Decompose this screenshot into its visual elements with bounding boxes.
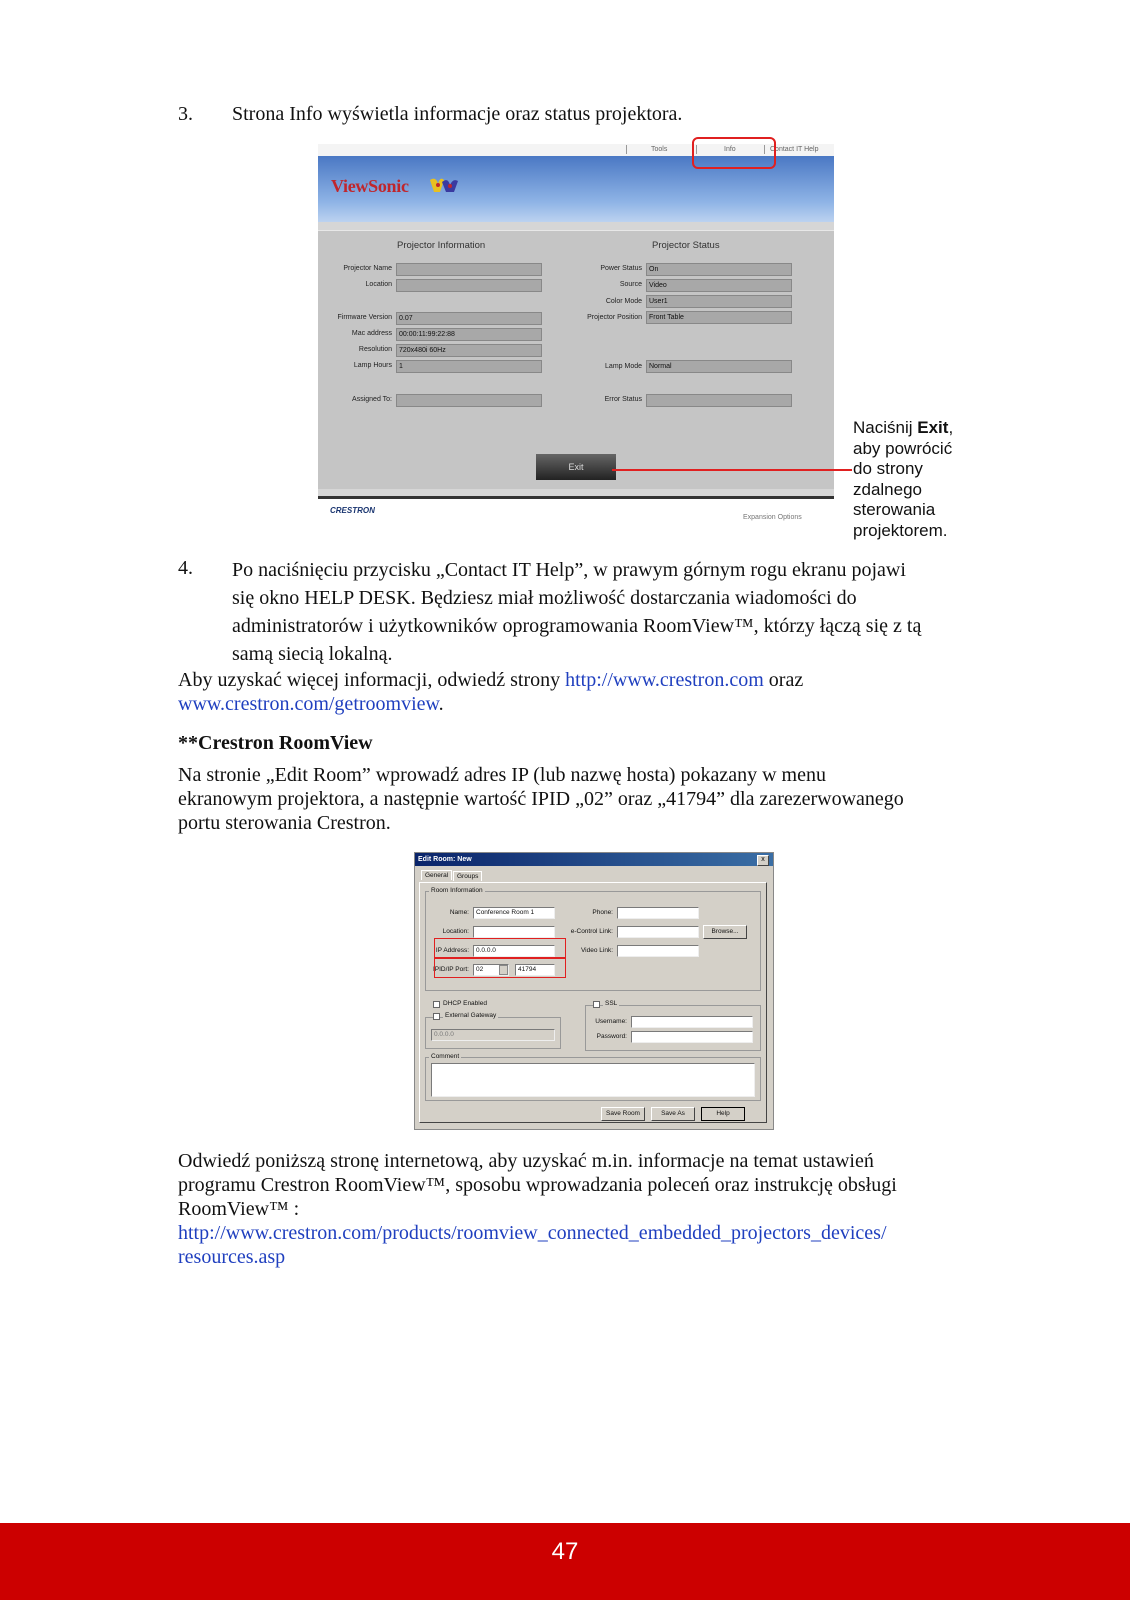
- external-gateway-label: External Gateway: [445, 1012, 497, 1019]
- step-4-number: 4.: [178, 557, 193, 579]
- ssl-checkbox[interactable]: [593, 1001, 600, 1008]
- nav-tools[interactable]: Tools: [651, 146, 668, 153]
- field-error-status: [646, 394, 792, 407]
- label-power-status: Power Status: [600, 265, 642, 272]
- label-source: Source: [619, 281, 642, 288]
- field-color-mode: User1: [646, 295, 792, 308]
- username-input[interactable]: [631, 1016, 753, 1028]
- tab-general[interactable]: General: [421, 870, 452, 880]
- crestron-resources-link[interactable]: http://www.crestron.com/products/roomview_connected_embedded_projectors_devices/: [178, 1222, 887, 1244]
- field-mac-address: 00:00:11:99:22:88: [396, 328, 542, 341]
- video-link-label: Video Link:: [580, 947, 613, 954]
- label-color-mode: Color Mode: [605, 298, 642, 305]
- ssl-label: SSL: [605, 1000, 618, 1007]
- field-projector-position: Front Table: [646, 311, 792, 324]
- help-button[interactable]: Help: [701, 1107, 745, 1121]
- location-label: Location:: [442, 928, 469, 935]
- label-projector-name: Projector Name: [343, 265, 392, 272]
- crestron-logo: CRESTRON: [330, 506, 375, 515]
- getroomview-link[interactable]: www.crestron.com/getroomview: [178, 693, 439, 715]
- step-4-line: Po naciśnięciu przycisku „Contact IT Help”, w prawym górnym rogu ekranu pojawi: [232, 559, 906, 581]
- comment-textarea[interactable]: [431, 1063, 755, 1097]
- dhcp-label: DHCP Enabled: [443, 1000, 487, 1007]
- phone-label: Phone:: [592, 909, 613, 916]
- ipid-select[interactable]: 02: [473, 964, 509, 976]
- label-mac-address: Mac address: [351, 330, 392, 337]
- exit-button[interactable]: Exit: [536, 454, 616, 480]
- field-assigned-to: [396, 394, 542, 407]
- crestron-paragraph: [178, 763, 904, 835]
- label-location: Location: [365, 281, 392, 288]
- callout-line: zdalnego: [853, 479, 923, 499]
- label-projector-position: Projector Position: [587, 314, 642, 321]
- field-source: Video: [646, 279, 792, 292]
- ip-fields-highlight-divider: [434, 957, 566, 959]
- nav-separator: [626, 145, 627, 154]
- label-lamp-mode: Lamp Mode: [605, 363, 642, 370]
- callout-text-1: Naciśnij: [853, 418, 918, 437]
- step-4-line: się okno HELP DESK. Będziesz miał możliwość dostarczania wiadomości do: [232, 587, 857, 609]
- save-as-button[interactable]: Save As: [651, 1107, 695, 1121]
- close-icon[interactable]: x: [757, 855, 769, 866]
- field-location: [396, 279, 542, 292]
- comment-label: Comment: [431, 1053, 460, 1060]
- visit-line: RoomView™ :: [178, 1198, 300, 1220]
- tab-groups[interactable]: Groups: [453, 871, 482, 881]
- crestron-link[interactable]: http://www.crestron.com: [565, 669, 764, 691]
- username-label: Username:: [595, 1018, 627, 1025]
- more-info-text: Aby uzyskać więcej informacji, odwiedź strony: [178, 669, 566, 691]
- crestron-paragraph-line: portu sterowania Crestron.: [178, 812, 391, 834]
- video-link-input[interactable]: [617, 945, 699, 957]
- ipid-port-label: IPID/IP Port:: [432, 966, 469, 973]
- nav-info[interactable]: Info: [724, 146, 736, 153]
- password-input[interactable]: [631, 1031, 753, 1043]
- ip-address-input[interactable]: 0.0.0.0: [473, 945, 555, 957]
- gateway-input[interactable]: 0.0.0.0: [431, 1029, 555, 1041]
- step-4-line: administratorów i użytkowników oprogramowania RoomView™, którzy łączą się z tą: [232, 615, 922, 637]
- port-input[interactable]: 41794: [515, 964, 555, 976]
- crestron-resources-link-cont[interactable]: resources.asp: [178, 1246, 286, 1268]
- callout-text-2: ,: [948, 418, 954, 437]
- exit-callout: [853, 418, 953, 541]
- phone-input[interactable]: [617, 907, 699, 919]
- projector-information-heading: Projector Information: [397, 240, 486, 251]
- name-input[interactable]: Conference Room 1: [473, 907, 555, 919]
- econtrol-link-input[interactable]: [617, 926, 699, 938]
- ssl-group: [585, 1005, 761, 1051]
- econtrol-link-label: e-Control Link:: [570, 928, 613, 935]
- step-4-text: [232, 556, 921, 668]
- field-power-status: On: [646, 263, 792, 276]
- field-lamp-mode: Normal: [646, 360, 792, 373]
- label-resolution: Resolution: [358, 346, 392, 353]
- expansion-options-link[interactable]: Expansion Options: [743, 514, 802, 521]
- projector-status-heading: Projector Status: [652, 240, 720, 251]
- more-info-paragraph: [178, 668, 803, 716]
- step-3-text: Strona Info wyświetla informacje oraz status projektora.: [232, 103, 683, 125]
- crestron-paragraph-line: ekranowym projektora, a następnie wartość IPID „02” oraz „41794” dla zarezerwowanego: [178, 788, 904, 810]
- viewsonic-info-screenshot: [318, 144, 834, 534]
- more-info-text: oraz: [763, 669, 804, 691]
- callout-line: do strony: [853, 459, 923, 478]
- field-resolution: 720x480i 60Hz: [396, 344, 542, 357]
- more-info-text: .: [438, 693, 444, 715]
- name-label: Name:: [449, 909, 469, 916]
- dhcp-checkbox[interactable]: [433, 1001, 440, 1008]
- visit-paragraph: [178, 1149, 897, 1269]
- external-gateway-checkbox[interactable]: [433, 1013, 440, 1020]
- exit-pointer-line: [612, 469, 852, 471]
- field-firmware-version: 0.07: [396, 312, 542, 325]
- step-4-line: samą siecią lokalną.: [232, 643, 393, 665]
- viewsonic-logo: ViewSonic: [331, 176, 409, 196]
- nav-contact-it-help[interactable]: Contact IT Help: [770, 146, 819, 153]
- visit-line: programu Crestron RoomView™, sposobu wprowadzania poleceń oraz instrukcję obsługi: [178, 1174, 897, 1196]
- edit-room-dialog-screenshot: [414, 852, 774, 1130]
- crestron-paragraph-line: Na stronie „Edit Room” wprowadź adres IP (lub nazwę hosta) pokazany w menu: [178, 764, 826, 786]
- browse-button[interactable]: Browse...: [703, 925, 747, 939]
- crestron-roomview-heading: **Crestron RoomView: [178, 732, 373, 754]
- room-information-label: Room Information: [431, 887, 483, 894]
- dialog-title: Edit Room: New: [415, 853, 773, 866]
- page-number: 47: [551, 1538, 579, 1565]
- callout-line: aby powrócić: [853, 438, 953, 458]
- label-assigned-to: Assigned To:: [352, 396, 392, 403]
- callout-exit-bold: Exit: [917, 418, 949, 437]
- step-3-number: 3.: [178, 103, 193, 125]
- field-projector-name: [396, 263, 542, 276]
- info-highlight-box: [692, 137, 776, 169]
- field-lamp-hours: 1: [396, 360, 542, 373]
- callout-line: projektorem.: [853, 520, 948, 540]
- label-lamp-hours: Lamp Hours: [353, 362, 392, 369]
- label-firmware-version: Firmware Version: [337, 314, 392, 321]
- viewsonic-birds-logo-icon: [428, 176, 460, 194]
- ip-address-label: IP Address:: [435, 947, 469, 954]
- password-label: Password:: [596, 1033, 627, 1040]
- visit-line: Odwiedź poniższą stronę internetową, aby uzyskać m.in. informacje na temat ustawień: [178, 1150, 874, 1172]
- save-room-button[interactable]: Save Room: [601, 1107, 645, 1121]
- callout-line: sterowania: [853, 500, 936, 519]
- label-error-status: Error Status: [604, 396, 642, 403]
- location-input[interactable]: [473, 926, 555, 938]
